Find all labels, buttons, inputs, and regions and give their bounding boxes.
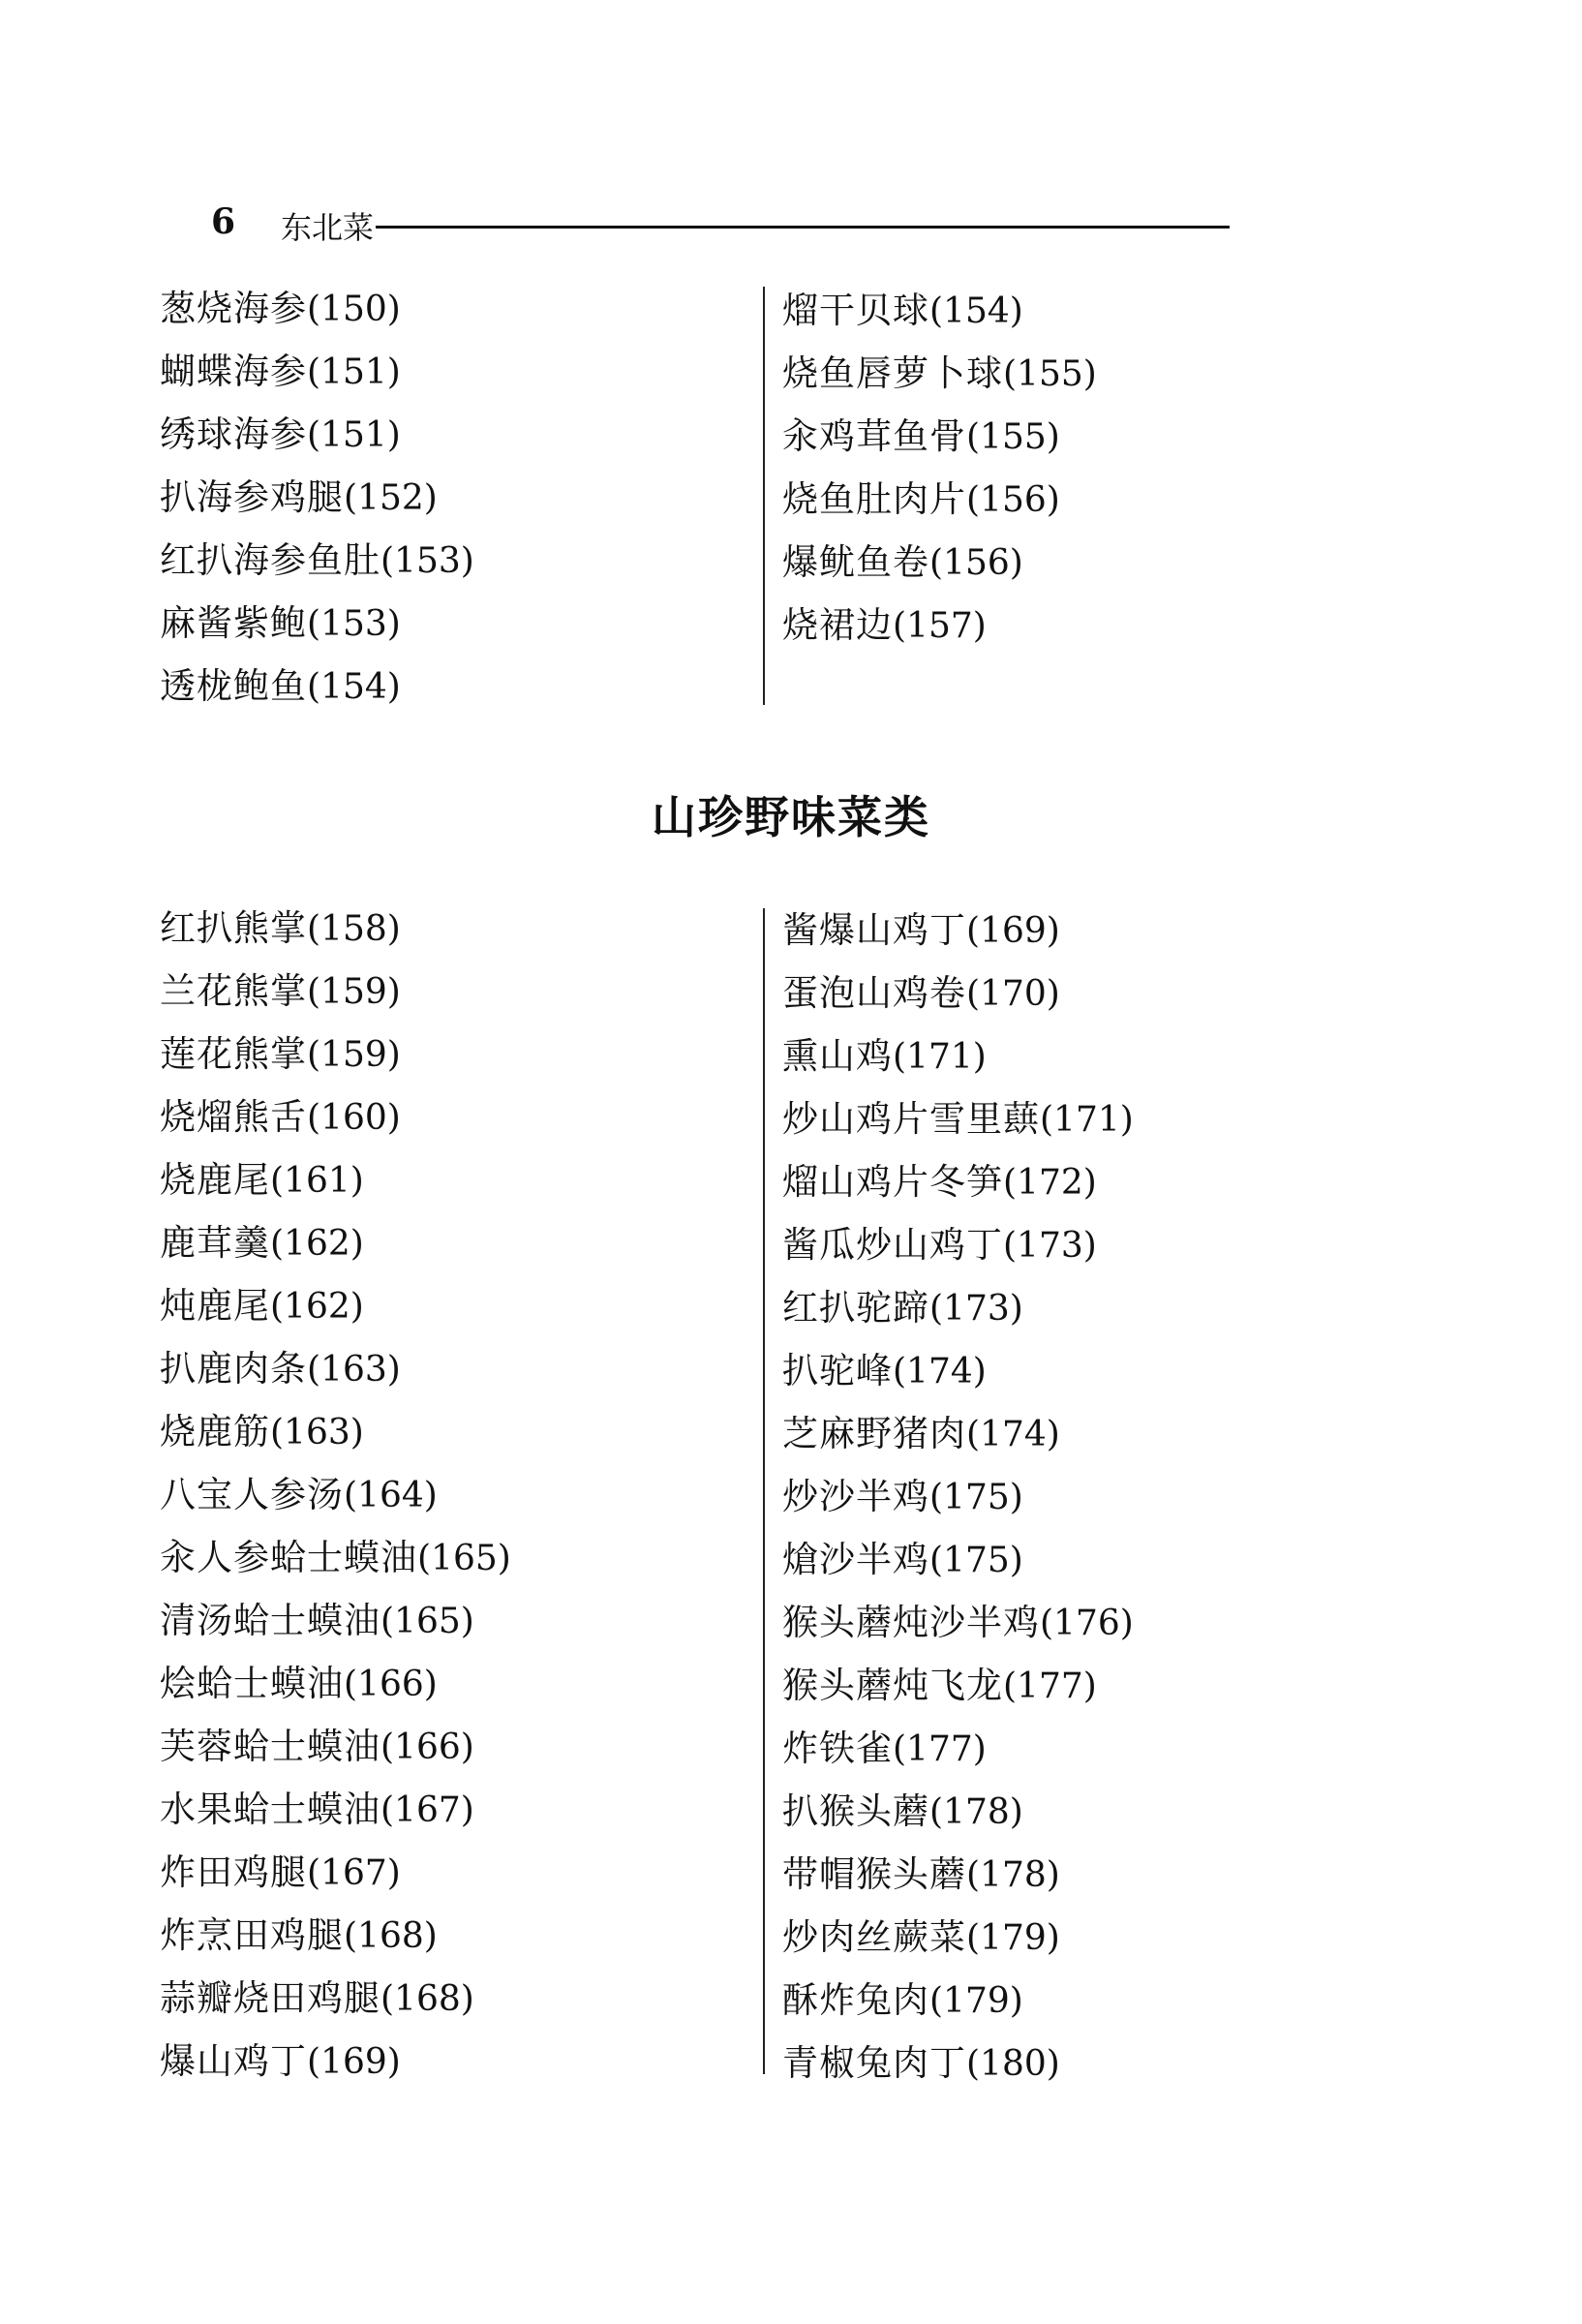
dish-name: 兰花熊掌 <box>160 970 307 1012</box>
section1-right-column <box>782 279 1097 657</box>
toc-entry <box>160 1211 511 1274</box>
toc-entry <box>782 1843 1134 1906</box>
toc-entry <box>160 1715 511 1778</box>
toc-entry <box>782 1654 1134 1717</box>
toc-entry <box>782 1024 1134 1087</box>
toc-entry <box>160 1463 511 1526</box>
toc-entry <box>782 279 1097 342</box>
toc-entry <box>782 405 1097 468</box>
page-reference: (162) <box>270 1224 364 1264</box>
dish-name: 烧裙边 <box>782 604 893 646</box>
page-reference: (177) <box>893 1729 987 1769</box>
toc-entry <box>160 340 474 403</box>
toc-entry <box>782 899 1134 962</box>
page-reference: (159) <box>307 972 401 1012</box>
toc-entry <box>782 1402 1134 1465</box>
section2-left-column <box>160 897 511 2093</box>
dish-name: 酥炸兔肉 <box>782 1979 929 2021</box>
page-reference: (165) <box>380 1602 474 1641</box>
page-reference: (169) <box>966 911 1060 951</box>
dish-name: 汆鸡茸鱼骨 <box>782 415 966 457</box>
dish-name: 红扒驼蹄 <box>782 1287 929 1329</box>
toc-entry <box>782 1591 1134 1654</box>
toc-entry <box>782 1276 1134 1339</box>
dish-name: 熘干贝球 <box>782 290 929 331</box>
dish-name: 烧鹿筋 <box>160 1411 270 1452</box>
toc-entry <box>160 1589 511 1652</box>
page-reference: (168) <box>380 1979 474 2019</box>
dish-name: 烧鹿尾 <box>160 1159 270 1201</box>
toc-entry <box>160 403 474 466</box>
toc-entry <box>782 1465 1134 1528</box>
page-reference: (167) <box>380 1790 474 1830</box>
toc-entry <box>160 1526 511 1589</box>
dish-name: 蝴蝶海参 <box>160 351 307 392</box>
dish-name: 猴头蘑炖飞龙 <box>782 1665 1003 1706</box>
dish-name: 蒜瓣烧田鸡腿 <box>160 1977 380 2019</box>
page-reference: (170) <box>966 974 1060 1014</box>
toc-entry <box>160 1023 511 1086</box>
dish-name: 爆鱿鱼卷 <box>782 541 929 583</box>
toc-entry <box>160 1904 511 1967</box>
page-reference: (172) <box>1003 1163 1097 1203</box>
dish-name: 烧熘熊舌 <box>160 1096 307 1138</box>
dish-name: 扒驼峰 <box>782 1350 893 1391</box>
page-reference: (158) <box>307 909 401 949</box>
toc-entry <box>160 1086 511 1148</box>
toc-entry <box>782 1528 1134 1591</box>
dish-name: 蛋泡山鸡卷 <box>782 972 966 1014</box>
page-reference: (157) <box>893 606 987 646</box>
dish-name: 汆人参蛤士蟆油 <box>160 1537 417 1578</box>
toc-entry <box>160 277 474 340</box>
page-reference: (156) <box>929 543 1023 583</box>
column-divider <box>763 287 765 705</box>
page-reference: (150) <box>307 290 401 329</box>
dish-name: 熘山鸡片冬笋 <box>782 1161 1003 1203</box>
page-reference: (161) <box>270 1161 364 1201</box>
dish-name: 烧鱼唇萝卜球 <box>782 352 1003 394</box>
page-reference: (151) <box>307 415 401 455</box>
page-header <box>211 199 1230 248</box>
page-reference: (168) <box>344 1916 438 1956</box>
dish-name: 麻酱紫鲍 <box>160 602 307 644</box>
dish-name: 炸烹田鸡腿 <box>160 1914 344 1956</box>
dish-name: 炒山鸡片雪里蕻 <box>782 1098 1040 1140</box>
page-reference: (155) <box>1003 354 1097 394</box>
page-reference: (159) <box>307 1035 401 1075</box>
dish-name: 芙蓉蛤士蟆油 <box>160 1726 380 1767</box>
section1-left-column <box>160 277 474 718</box>
page-reference: (176) <box>1040 1604 1134 1643</box>
toc-entry <box>160 2030 511 2093</box>
page-reference: (165) <box>417 1539 511 1578</box>
toc-entry <box>160 466 474 529</box>
dish-name: 炒肉丝蕨菜 <box>782 1916 966 1958</box>
toc-entry <box>160 1148 511 1211</box>
dish-name: 莲花熊掌 <box>160 1033 307 1075</box>
page-reference: (160) <box>307 1098 401 1138</box>
dish-name: 芝麻野猪肉 <box>782 1413 966 1454</box>
page-reference: (174) <box>966 1415 1060 1454</box>
toc-entry <box>160 960 511 1023</box>
page-reference: (152) <box>344 478 438 518</box>
dish-name: 鹿茸羹 <box>160 1222 270 1264</box>
dish-name: 扒猴头蘑 <box>782 1790 929 1832</box>
toc-entry <box>782 468 1097 531</box>
page-reference: (166) <box>380 1728 474 1767</box>
dish-name: 扒鹿肉条 <box>160 1348 307 1390</box>
dish-name: 水果蛤士蟆油 <box>160 1789 380 1830</box>
dish-name: 酱爆山鸡丁 <box>782 909 966 951</box>
page-reference: (175) <box>929 1478 1023 1517</box>
dish-name: 红扒海参鱼肚 <box>160 539 380 581</box>
dish-name: 猴头蘑炖沙半鸡 <box>782 1602 1040 1643</box>
toc-entry <box>160 1337 511 1400</box>
page-reference: (153) <box>307 604 401 644</box>
header-rule <box>376 226 1230 229</box>
toc-entry <box>160 1778 511 1841</box>
toc-entry <box>782 1150 1134 1213</box>
dish-name: 八宝人参汤 <box>160 1474 344 1515</box>
page-reference: (164) <box>344 1476 438 1515</box>
dish-name: 酱瓜炒山鸡丁 <box>782 1224 1003 1266</box>
dish-name: 葱烧海参 <box>160 288 307 329</box>
dish-name: 炒沙半鸡 <box>782 1476 929 1517</box>
toc-entry <box>160 1652 511 1715</box>
page-reference: (154) <box>929 291 1023 331</box>
section2-right-column <box>782 899 1134 2095</box>
dish-name: 绣球海参 <box>160 413 307 455</box>
page-reference: (163) <box>307 1350 401 1390</box>
dish-name: 扒海参鸡腿 <box>160 476 344 518</box>
toc-entry <box>160 1400 511 1463</box>
page-reference: (180) <box>966 2044 1060 2084</box>
page-reference: (167) <box>307 1853 401 1893</box>
dish-name: 带帽猴头蘑 <box>782 1853 966 1895</box>
dish-name: 炸铁雀 <box>782 1728 893 1769</box>
page-reference: (155) <box>966 417 1060 457</box>
toc-entry <box>160 1967 511 2030</box>
toc-entry <box>782 2032 1134 2095</box>
page-reference: (154) <box>307 667 401 707</box>
toc-entry <box>782 1339 1134 1402</box>
page-number: 6 <box>211 201 236 242</box>
dish-name: 爆山鸡丁 <box>160 2040 307 2082</box>
toc-entry <box>782 1969 1134 2032</box>
toc-entry <box>782 1213 1134 1276</box>
toc-entry <box>782 342 1097 405</box>
page-reference: (178) <box>929 1792 1023 1832</box>
page-reference: (162) <box>270 1287 364 1327</box>
page-reference: (177) <box>1003 1667 1097 1706</box>
column-divider <box>763 908 765 2074</box>
page-reference: (179) <box>929 1981 1023 2021</box>
page-reference: (151) <box>307 352 401 392</box>
page-reference: (173) <box>1003 1226 1097 1266</box>
page-reference: (173) <box>929 1289 1023 1329</box>
page-reference: (175) <box>929 1541 1023 1580</box>
page-reference: (163) <box>270 1413 364 1452</box>
dish-name: 烧鱼肚肉片 <box>782 478 966 520</box>
toc-entry <box>160 897 511 960</box>
toc-entry <box>160 529 474 592</box>
dish-name: 熏山鸡 <box>782 1035 893 1077</box>
section-title: 山珍野味菜类 <box>652 791 930 843</box>
page-reference: (174) <box>893 1352 987 1391</box>
dish-name: 青椒兔肉丁 <box>782 2042 966 2084</box>
toc-entry <box>782 1717 1134 1780</box>
dish-name: 红扒熊掌 <box>160 907 307 949</box>
toc-entry <box>160 592 474 655</box>
page-reference: (166) <box>344 1665 438 1704</box>
page-reference: (179) <box>966 1918 1060 1958</box>
page-reference: (171) <box>893 1037 987 1077</box>
dish-name: 清汤蛤士蟆油 <box>160 1600 380 1641</box>
page-reference: (153) <box>380 541 474 581</box>
page-reference: (169) <box>307 2042 401 2082</box>
toc-entry <box>160 1841 511 1904</box>
dish-name: 透栊鲍鱼 <box>160 665 307 707</box>
page-reference: (178) <box>966 1855 1060 1895</box>
page-reference: (171) <box>1040 1100 1134 1140</box>
dish-name: 炸田鸡腿 <box>160 1851 307 1893</box>
toc-entry <box>782 1906 1134 1969</box>
dish-name: 烩蛤士蟆油 <box>160 1663 344 1704</box>
book-title: 东北菜 <box>281 209 375 246</box>
toc-entry <box>160 655 474 718</box>
toc-entry <box>782 962 1134 1024</box>
toc-entry <box>782 531 1097 594</box>
toc-entry <box>782 1087 1134 1150</box>
toc-entry <box>160 1274 511 1337</box>
dish-name: 熗沙半鸡 <box>782 1539 929 1580</box>
toc-entry <box>782 1780 1134 1843</box>
toc-entry <box>782 594 1097 657</box>
dish-name: 炖鹿尾 <box>160 1285 270 1327</box>
page-reference: (156) <box>966 480 1060 520</box>
